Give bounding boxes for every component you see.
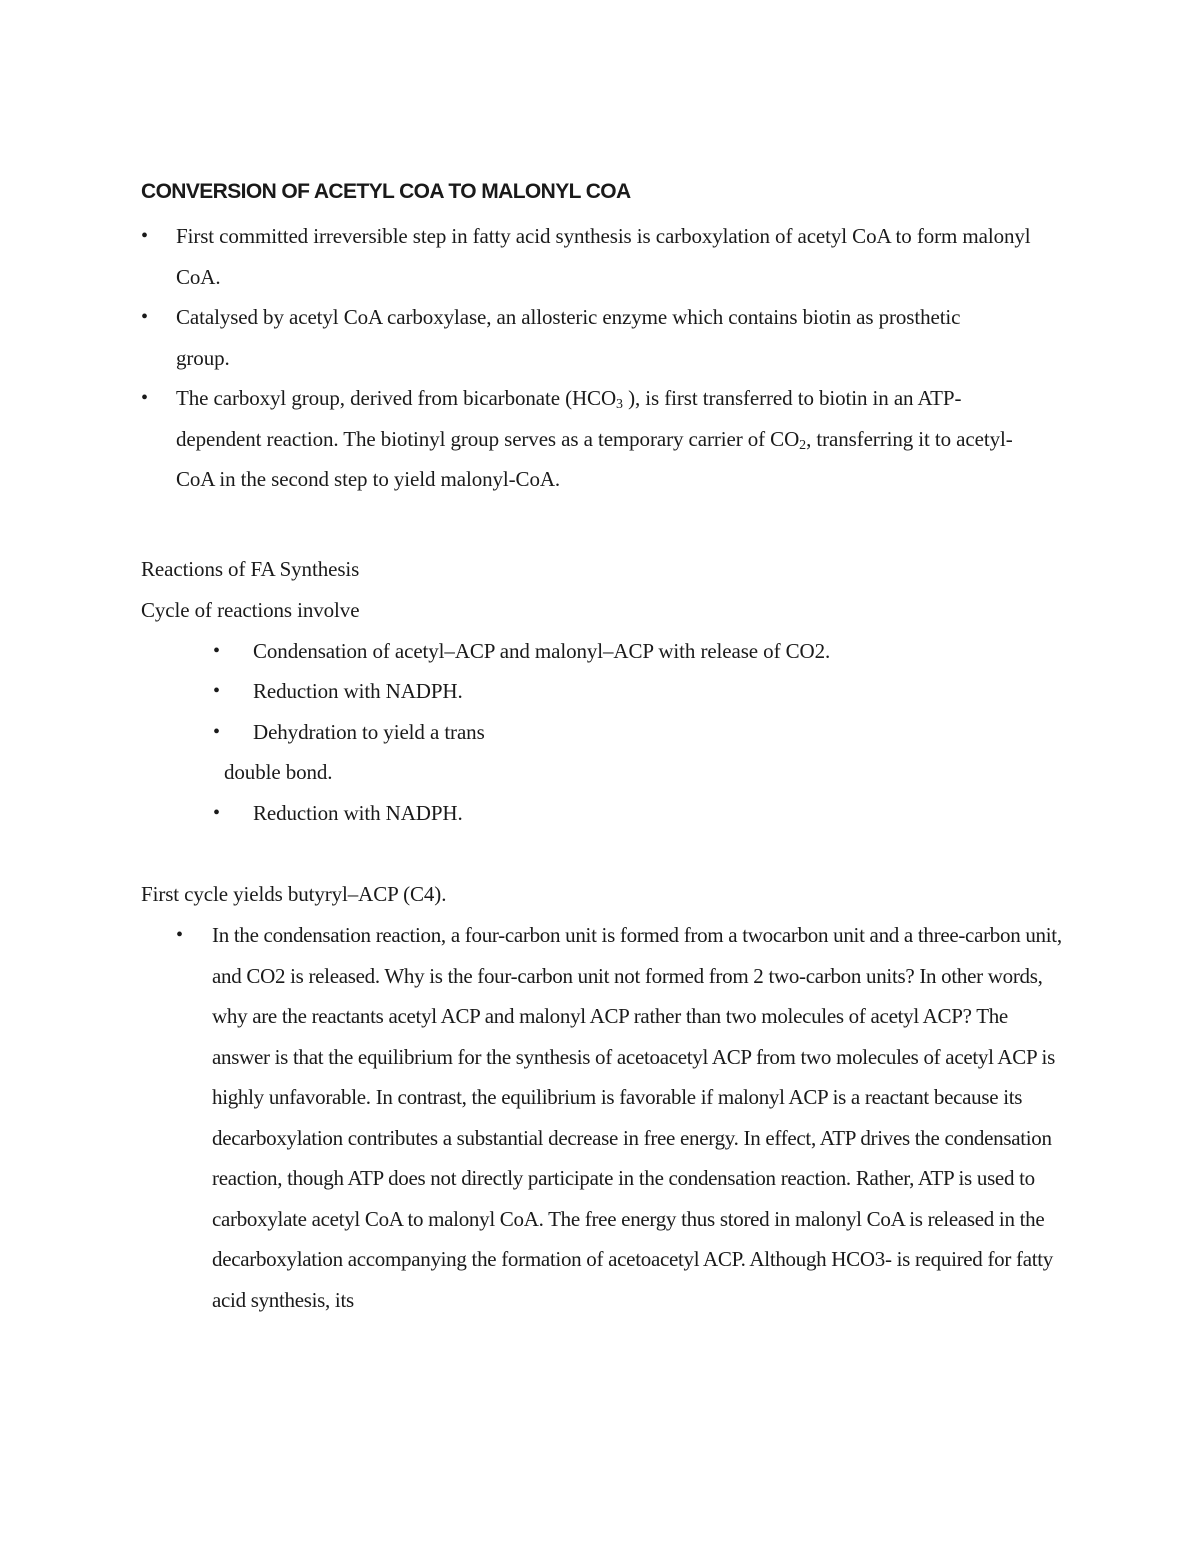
- list-item: Dehydration to yield a trans: [253, 720, 485, 744]
- bullet-marker: •: [213, 721, 221, 743]
- list-item: Reduction with NADPH.: [253, 679, 463, 703]
- subscript: 3: [616, 397, 623, 412]
- bullet-marker: •: [213, 680, 221, 702]
- bullet-marker: •: [141, 306, 149, 328]
- bullet-marker: •: [213, 640, 221, 662]
- list-item: Catalysed by acetyl CoA carboxylase, an allosteric enzyme which contains biotin as prosthetic group.: [176, 305, 961, 370]
- section-intro: Cycle of reactions involve: [141, 598, 360, 622]
- bullet-marker: •: [141, 225, 149, 247]
- section-intro: First cycle yields butyryl–ACP (C4).: [141, 882, 447, 906]
- item-text: , transferring it to acetyl-CoA in the second step to yield malonyl-CoA.: [176, 426, 1013, 491]
- page-heading: CONVERSION OF ACETYL COA TO MALONYL COA: [141, 180, 631, 203]
- subscript: 2: [799, 437, 807, 453]
- paragraph: In the condensation reaction, a four-carbon unit is formed from a twocarbon unit and a three-carbon unit, and CO2 is released. Why is the four-carbon unit not formed from 2 two-carbon units? In other words, why are the reactants acetyl ACP and malonyl ACP rather than two molecules of acetyl ACP? The answer is that the equilibrium for the synthesis of acetoacetyl ACP from two molecules of acetyl ACP is highly unfavorable. In contrast, the equilibrium is favorable if malonyl ACP is a reactant because its decarboxylation contributes a substantial decrease in free energy. In effect, ATP drives the condensation reaction, though ATP does not directly participate in the condensation reaction. Rather, ATP is used to carboxylate acetyl CoA to malonyl CoA. The free energy thus stored in malonyl CoA is released in the decarboxylation accompanying the formation of acetoacetyl ACP. Although HCO3- is required for fatty acid synthesis, its: [212, 923, 1062, 1312]
- list-item: [176, 378, 1046, 500]
- item-text: ), is first transferred to biotin in an ATP-dependent reaction. The biotinyl group serves as a temporary carrier of CO: [176, 386, 962, 451]
- list-item: First committed irreversible step in fatty acid synthesis is carboxylation of acetyl CoA to form malonyl CoA.: [176, 224, 1031, 289]
- bullet-marker: •: [176, 924, 184, 946]
- list-item-continuation: double bond.: [224, 760, 333, 784]
- bullet-marker: •: [213, 802, 221, 824]
- bullet-marker: •: [141, 387, 149, 409]
- section-title: Reactions of FA Synthesis: [141, 557, 360, 581]
- list-item: Reduction with NADPH.: [253, 801, 463, 825]
- list-item: Condensation of acetyl–ACP and malonyl–ACP with release of CO2.: [253, 639, 831, 663]
- item-text: The carboxyl group, derived from bicarbonate (HCO: [176, 386, 617, 410]
